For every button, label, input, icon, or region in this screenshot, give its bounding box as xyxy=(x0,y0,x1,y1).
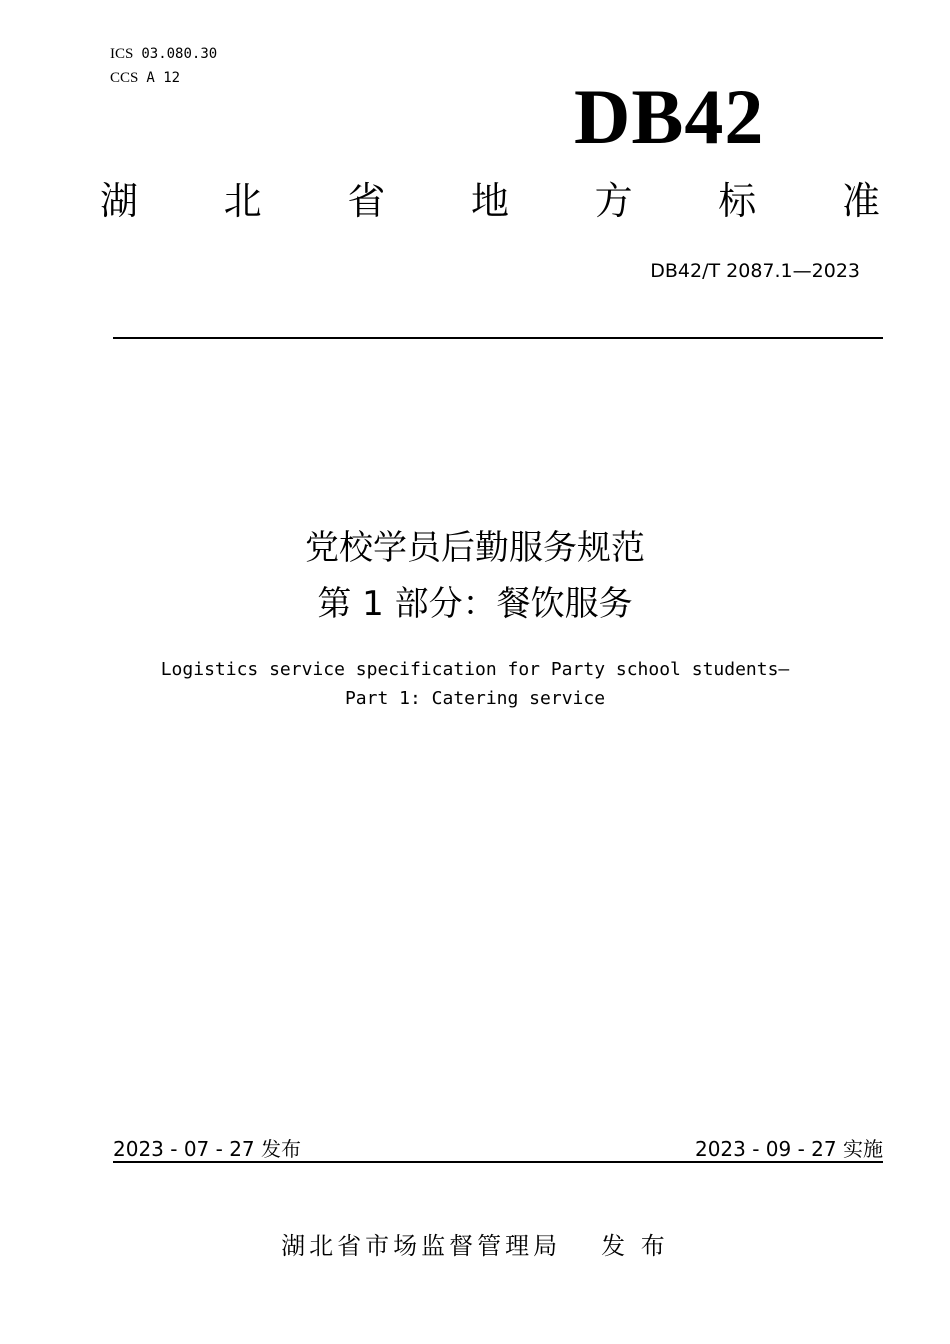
publisher-name: 湖北省市场监督管理局 xyxy=(281,1232,562,1260)
en-title-part: Part 1: Catering service xyxy=(344,688,606,709)
publisher-action: 发 布 xyxy=(601,1232,669,1260)
standard-type-char: 北 xyxy=(223,179,262,223)
en-title-main: Logistics service specification for Party school students— xyxy=(160,659,790,680)
ccs-line xyxy=(110,70,180,87)
title-block xyxy=(0,520,950,632)
standard-type-char: 湖 xyxy=(100,179,139,223)
standard-type-char: 地 xyxy=(470,179,509,223)
ics-line xyxy=(110,46,217,63)
release-date: 2023 - 07 - 27 发布 xyxy=(113,1137,302,1161)
standard-type-char: 方 xyxy=(594,179,633,223)
cn-title-part: 第 1 部分：餐饮服务 xyxy=(317,584,633,624)
ics-label: ICS xyxy=(110,46,134,62)
standard-type-char: 标 xyxy=(718,179,757,223)
header-divider xyxy=(113,337,883,339)
standard-mark: DB42 xyxy=(574,73,765,160)
standard-type-char: 省 xyxy=(347,179,386,223)
publisher-line xyxy=(0,1226,950,1261)
ics-code: 03.080.30 xyxy=(141,46,218,62)
standard-type-heading xyxy=(100,179,880,223)
footer-divider xyxy=(113,1161,883,1163)
ccs-code: A 12 xyxy=(146,70,181,86)
implementation-date: 2023 - 09 - 27 实施 xyxy=(694,1137,883,1161)
standard-number: DB42/T 2087.1—2023 xyxy=(650,260,860,282)
standard-type-char: 准 xyxy=(841,179,880,223)
english-title xyxy=(0,655,950,713)
ccs-label: CCS xyxy=(110,70,139,86)
cn-title-main: 党校学员后勤服务规范 xyxy=(305,528,645,568)
